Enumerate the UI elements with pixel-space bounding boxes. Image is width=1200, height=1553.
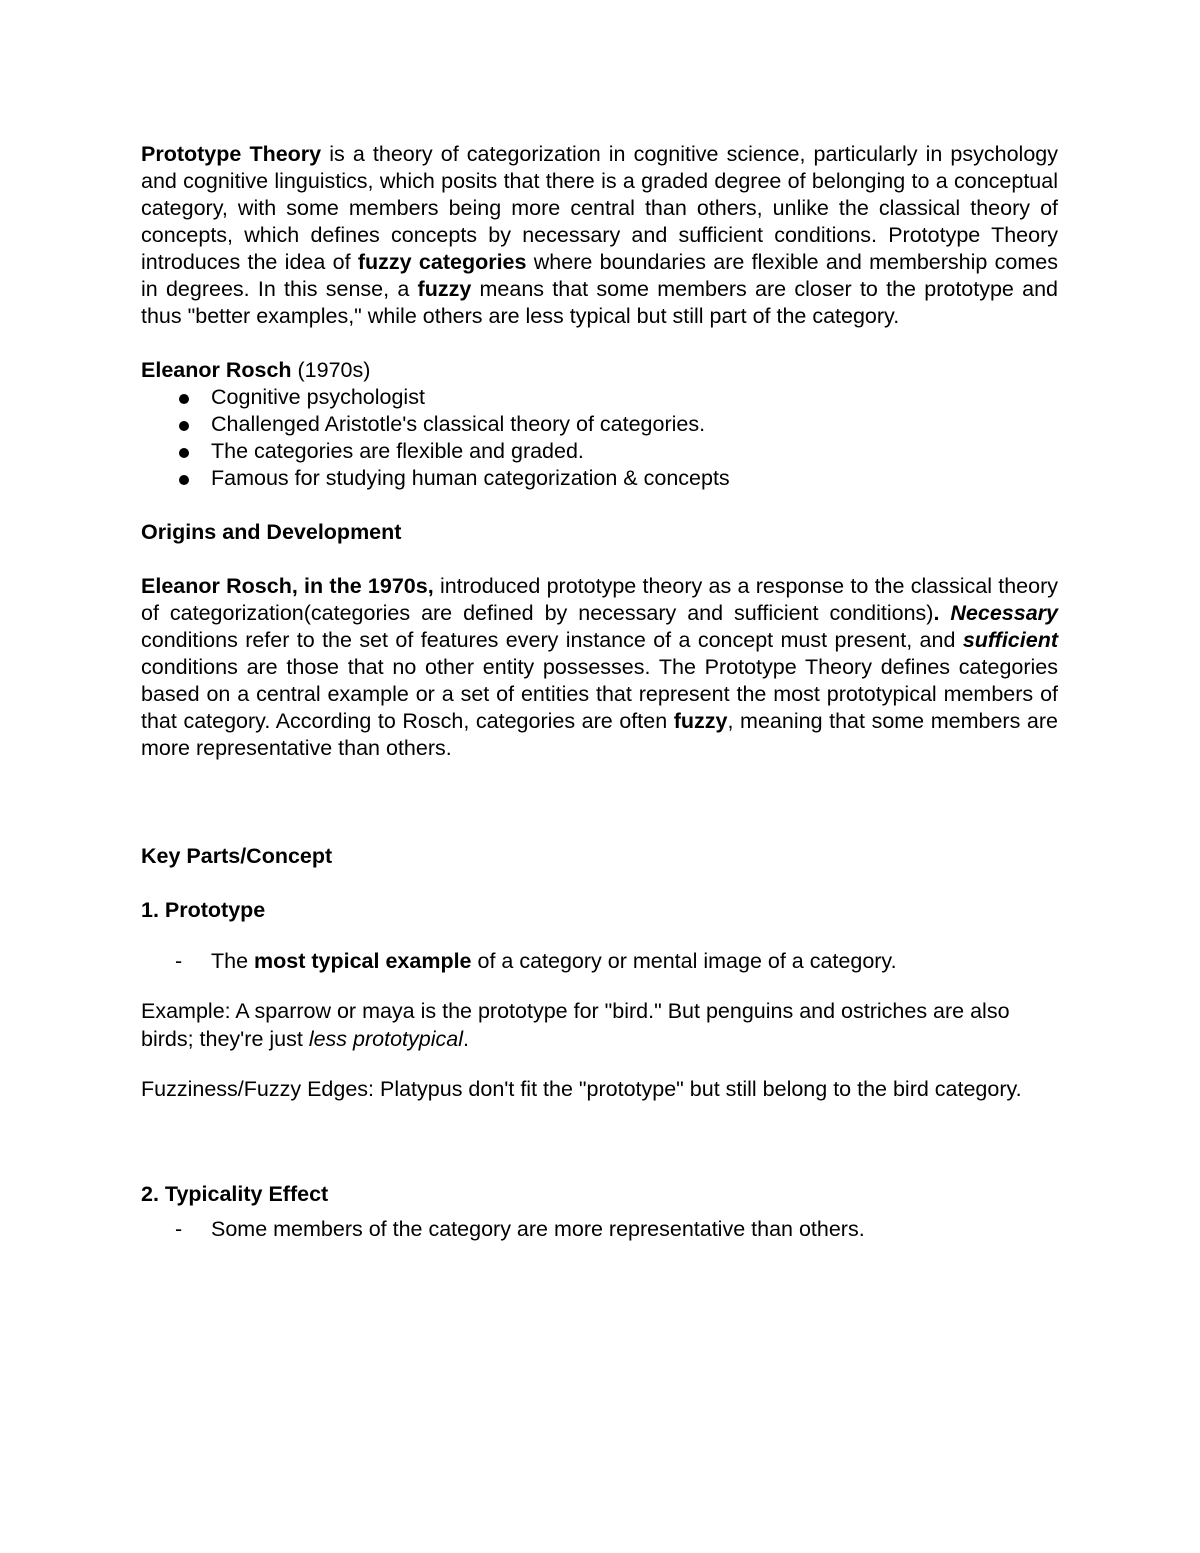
term-fuzzy-categories: fuzzy categories bbox=[357, 250, 527, 274]
list-item bbox=[141, 411, 1058, 438]
origins-heading: Origins and Development bbox=[141, 520, 402, 544]
term-fuzzy-2: fuzzy bbox=[673, 709, 728, 733]
document-page bbox=[141, 141, 1058, 1243]
origins-text-3: conditions are those that no other entity possesses. The Prototype Theory defines categories based on a central example or a set of entities that represent the most prototypical members of that category. According to Rosch, categories are often bbox=[141, 655, 1058, 733]
term-less-prototypical: less prototypical bbox=[308, 1027, 463, 1051]
list-item bbox=[141, 438, 1058, 465]
origins-lead: Eleanor Rosch, in the 1970s, bbox=[141, 574, 434, 598]
bullet-icon bbox=[179, 421, 189, 431]
bullet-icon bbox=[179, 394, 189, 404]
list-item bbox=[141, 384, 1058, 411]
dash-marker: - bbox=[175, 949, 183, 973]
key-parts-heading: Key Parts/Concept bbox=[141, 844, 333, 868]
intro-text-3: means that some members are closer to the prototype and thus "better examples," while others are less typical but still part of the category. bbox=[141, 277, 1058, 328]
term-fuzzy: fuzzy bbox=[417, 277, 472, 301]
intro-text-2: where boundaries are flexible and membership comes in degrees. In this sense, a bbox=[141, 250, 1058, 301]
example-text-2: . bbox=[462, 1027, 469, 1051]
rosch-name: Eleanor Rosch bbox=[141, 358, 292, 382]
origins-text-4: , meaning that some members are more representative than others. bbox=[141, 709, 1058, 760]
dash-text-1: The bbox=[211, 949, 255, 973]
bullet-icon bbox=[179, 448, 189, 458]
example-paragraph bbox=[141, 997, 1058, 1053]
bullet-text: Cognitive psychologist bbox=[211, 385, 425, 409]
fuzziness-paragraph: Fuzziness/Fuzzy Edges: Platypus don't fit the "prototype" but still belong to the bird category. bbox=[141, 1077, 1022, 1101]
prototype-heading: 1. Prototype bbox=[141, 898, 266, 922]
origins-text-2: conditions refer to the set of features every instance of a concept must present, and bbox=[141, 628, 963, 652]
origins-paragraph bbox=[141, 573, 1058, 762]
bullet-text: Challenged Aristotle's classical theory of categories. bbox=[211, 412, 706, 436]
intro-text-1: is a theory of categorization in cognitive science, particularly in psychology and cognitive linguistics, which posits that there is a graded degree of belonging to a conceptual category, with some members being more central than others, unlike the classical theory of concepts, which defines concepts by necessary and sufficient conditions. Prototype Theory introduces the idea of bbox=[141, 142, 1058, 274]
bullet-text: The categories are flexible and graded. bbox=[211, 439, 584, 463]
term-prototype-theory: Prototype Theory bbox=[141, 142, 322, 166]
list-item bbox=[141, 465, 1058, 492]
typicality-dash-item bbox=[141, 1216, 1058, 1243]
prototype-dash-item bbox=[141, 948, 1058, 975]
dash-text: Some members of the category are more representative than others. bbox=[211, 1217, 865, 1241]
term-most-typical-example: most typical example bbox=[254, 949, 472, 973]
typicality-heading: 2. Typicality Effect bbox=[141, 1182, 329, 1206]
origins-text-1: introduced prototype theory as a response to the classical theory of categorization(categories are defined by necessary and sufficient conditions) bbox=[141, 574, 1058, 625]
term-necessary: Necessary bbox=[950, 601, 1058, 625]
bullet-text: Famous for studying human categorization & concepts bbox=[211, 466, 730, 490]
term-sufficient: sufficient bbox=[962, 628, 1058, 652]
bullet-icon bbox=[179, 475, 189, 485]
intro-paragraph bbox=[141, 141, 1058, 330]
rosch-bullet-list bbox=[141, 384, 1058, 492]
rosch-years: (1970s) bbox=[291, 358, 371, 382]
rosch-heading bbox=[141, 357, 1058, 384]
dash-marker: - bbox=[175, 1217, 183, 1241]
example-text-1: Example: A sparrow or maya is the prototype for "bird." But penguins and ostriches are also birds; they're just bbox=[141, 999, 1010, 1051]
dash-text-2: of a category or mental image of a category. bbox=[471, 949, 897, 973]
origins-period: . bbox=[933, 601, 951, 625]
